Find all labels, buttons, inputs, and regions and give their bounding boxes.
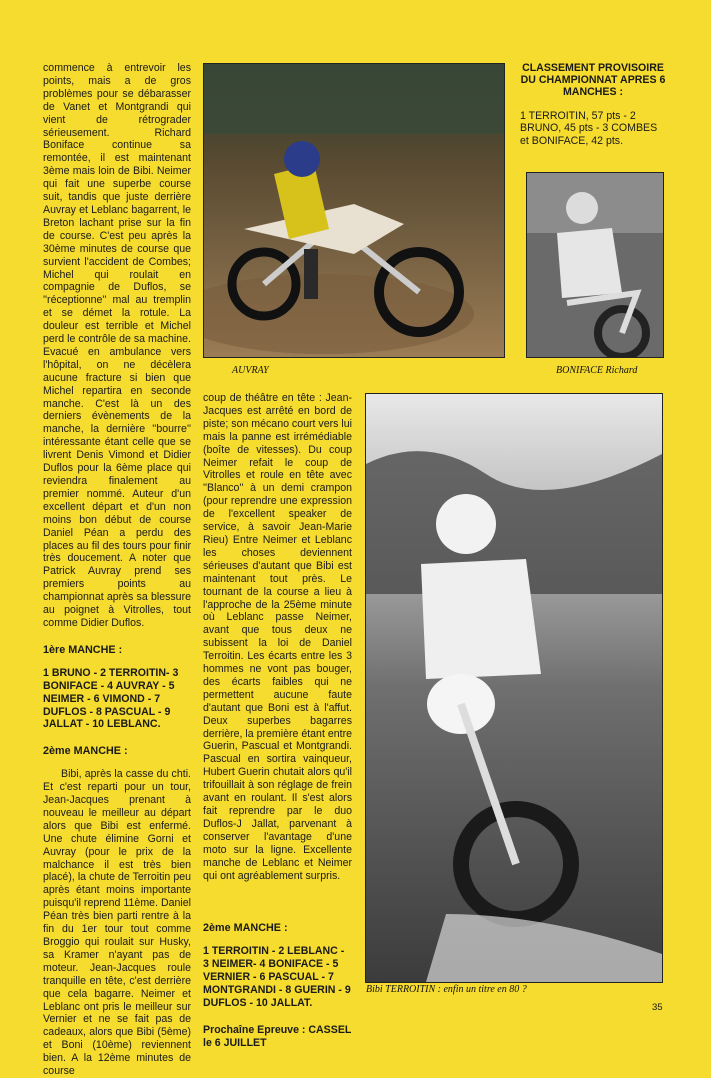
photo-auvray: [203, 63, 505, 358]
article-paragraph: coup de théâtre en tête : Jean-Jacques est arrêté en bord de piste; son mécano court vers lui mais la panne est irrémédiable (boîte de vitesses). Du coup Neimer refait le coup de Vitrolles et roule en tête avec ''Blanco'' à un demi crampon (pour reprendre une expression de l'excellent speaker de service, à savoir Jean-Marie Rieu) Entre Neimer et Leblanc les choses deviennent sérieuses d'autant que Bibi est maintenant tout près. Le tournant de la course a lieu à l'approche de la 25ème minute où Leblanc passe Neimer, avant que tous deux ne subissent la loi de Daniel Terroitin. Les écarts entre les 3 hommes ne vont pas bouger, des écarts faibles qui ne permettent aucune faute d'autant que Boni est à l'affut. Deux superbes bagarres derrière, la première étant entre Guerin, Pascual et Montgrandi. Pascual en sortira vainqueur, Hubert Guerin chutait alors qu'il trifouillait à son réglage de frein avant en roulant. Il s'est alors fait reprendre par le duo Duflos-J Jallat, parvenant à conserver l'avantage d'une moto sur la ligne. Excellente manche de Leblanc et Neimer qui ont agréablement surpris.: [203, 392, 352, 882]
next-event: Prochaîne Epreuve : CASSEL le 6 JUILLET: [203, 1023, 352, 1049]
caption-auvray: AUVRAY: [232, 365, 269, 376]
photo-auvray-image: [204, 64, 504, 357]
photo-terroitin: [365, 393, 663, 983]
classement-text: 1 TERROITIN, 57 pts - 2 BRUNO, 45 pts - 3 COMBES et BONIFACE, 42 pts.: [520, 110, 658, 147]
caption-boniface: BONIFACE Richard: [556, 365, 638, 376]
article-column-1: [43, 62, 191, 1078]
photo-terroitin-image: [366, 394, 662, 982]
article-paragraph: Bibi, après la casse du chti. Et c'est reparti pour un tour, Jean-Jacques prenant à nouveau le meilleur au départ alors que Bibi est enfermé. Une chute élimine Gorni et Auvray (pour le prix de la malchance il est très bien placé), la chute de Terroitin peu après étant moins importante puisqu'il reprend 11ème. Daniel Péan très bien parti rentre à la fin du 1er tour tout comme Broggio qui roulait sur Husky, sa Kramer n'ayant pas de moteur. Jean-Jacques roule tranquille en tête, c'est derrière que cela bagarre. Neimer et Leblanc ont pris le meilleur sur Vernier et ne se fait pas de cadeaux, alors que Bibi (5ème) et Boni (10ème) reviennent bien. A la 12ème minutes de course: [43, 768, 191, 1078]
section-heading-manche-2: 2ème MANCHE :: [43, 745, 128, 758]
results-manche-1: 1 BRUNO - 2 TERROITIN- 3 BONIFACE - 4 AUVRAY - 5 NEIMER - 6 VIMOND - 7 DUFLOS - 8 PASCUAL - 9 JALLAT - 10 LEBLANC.: [43, 666, 179, 731]
photo-boniface: [526, 172, 664, 358]
results-manche-2: 1 TERROITIN - 2 LEBLANC - 3 NEIMER- 4 BONIFACE - 5 VERNIER - 6 PASCUAL - 7 MONTGRANDI - 8 GUERIN - 9 DUFLOS - 10 JALLAT.: [203, 945, 351, 1009]
classement-title: CLASSEMENT PROVISOIRE DU CHAMPIONNAT APRES 6 MANCHES :: [520, 62, 666, 98]
photo-boniface-image: [527, 173, 663, 357]
article-paragraph: commence à entrevoir les points, mais a de gros problèmes pour se débarasser de Vanet et Montgrandi qui vient de rétrograder sérieusement. Richard Boniface continue sa remontée, il est maintenant 3ème mais loin de Bibi. Neimer qui fait une superbe course suit, tandis que juste derrière Auvray et Leblanc bagarrent, le Breton lachant prise sur la fin de course. C'est peu après la 30ème minutes de course que survient l'accident de Combes; Michel qui roulait en compagnie de Duflos, se ''réceptionne'' mal au tremplin et se démet la rotule. La douleur est terrible et Michel perd le contrôle de sa machine. Evacué en ambulance vers l'hôpital, on ne décèlera aucune fracture si bien que Michel repartira en seconde manche. C'est là un des derniers évènements de la manche, la dernière ''bourre'' intéressante étant celle que se livrent Denis Vimond et Didier Duflos pour la 6ème place qui reviendra finalement au premier nommé. Auteur d'un excellent départ et d'un non moins bon début de course Daniel Péan a perdu des places au fil des tours pour finir très doucement. A noter que Patrick Auvray prend ses premiers points au championnat après sa blessure au poignet à Vitrolles, tout comme Didier Duflos.: [43, 62, 191, 629]
classement-box: [520, 62, 666, 147]
section-heading-manche-2: 2ème MANCHE :: [203, 922, 288, 935]
caption-terroitin: Bibi TERROITIN : enfin un titre en 80 ?: [366, 984, 527, 995]
section-heading-manche-1: 1ère MANCHE :: [43, 643, 123, 656]
article-column-2: [203, 392, 352, 1050]
page-number: 35: [652, 1002, 663, 1013]
